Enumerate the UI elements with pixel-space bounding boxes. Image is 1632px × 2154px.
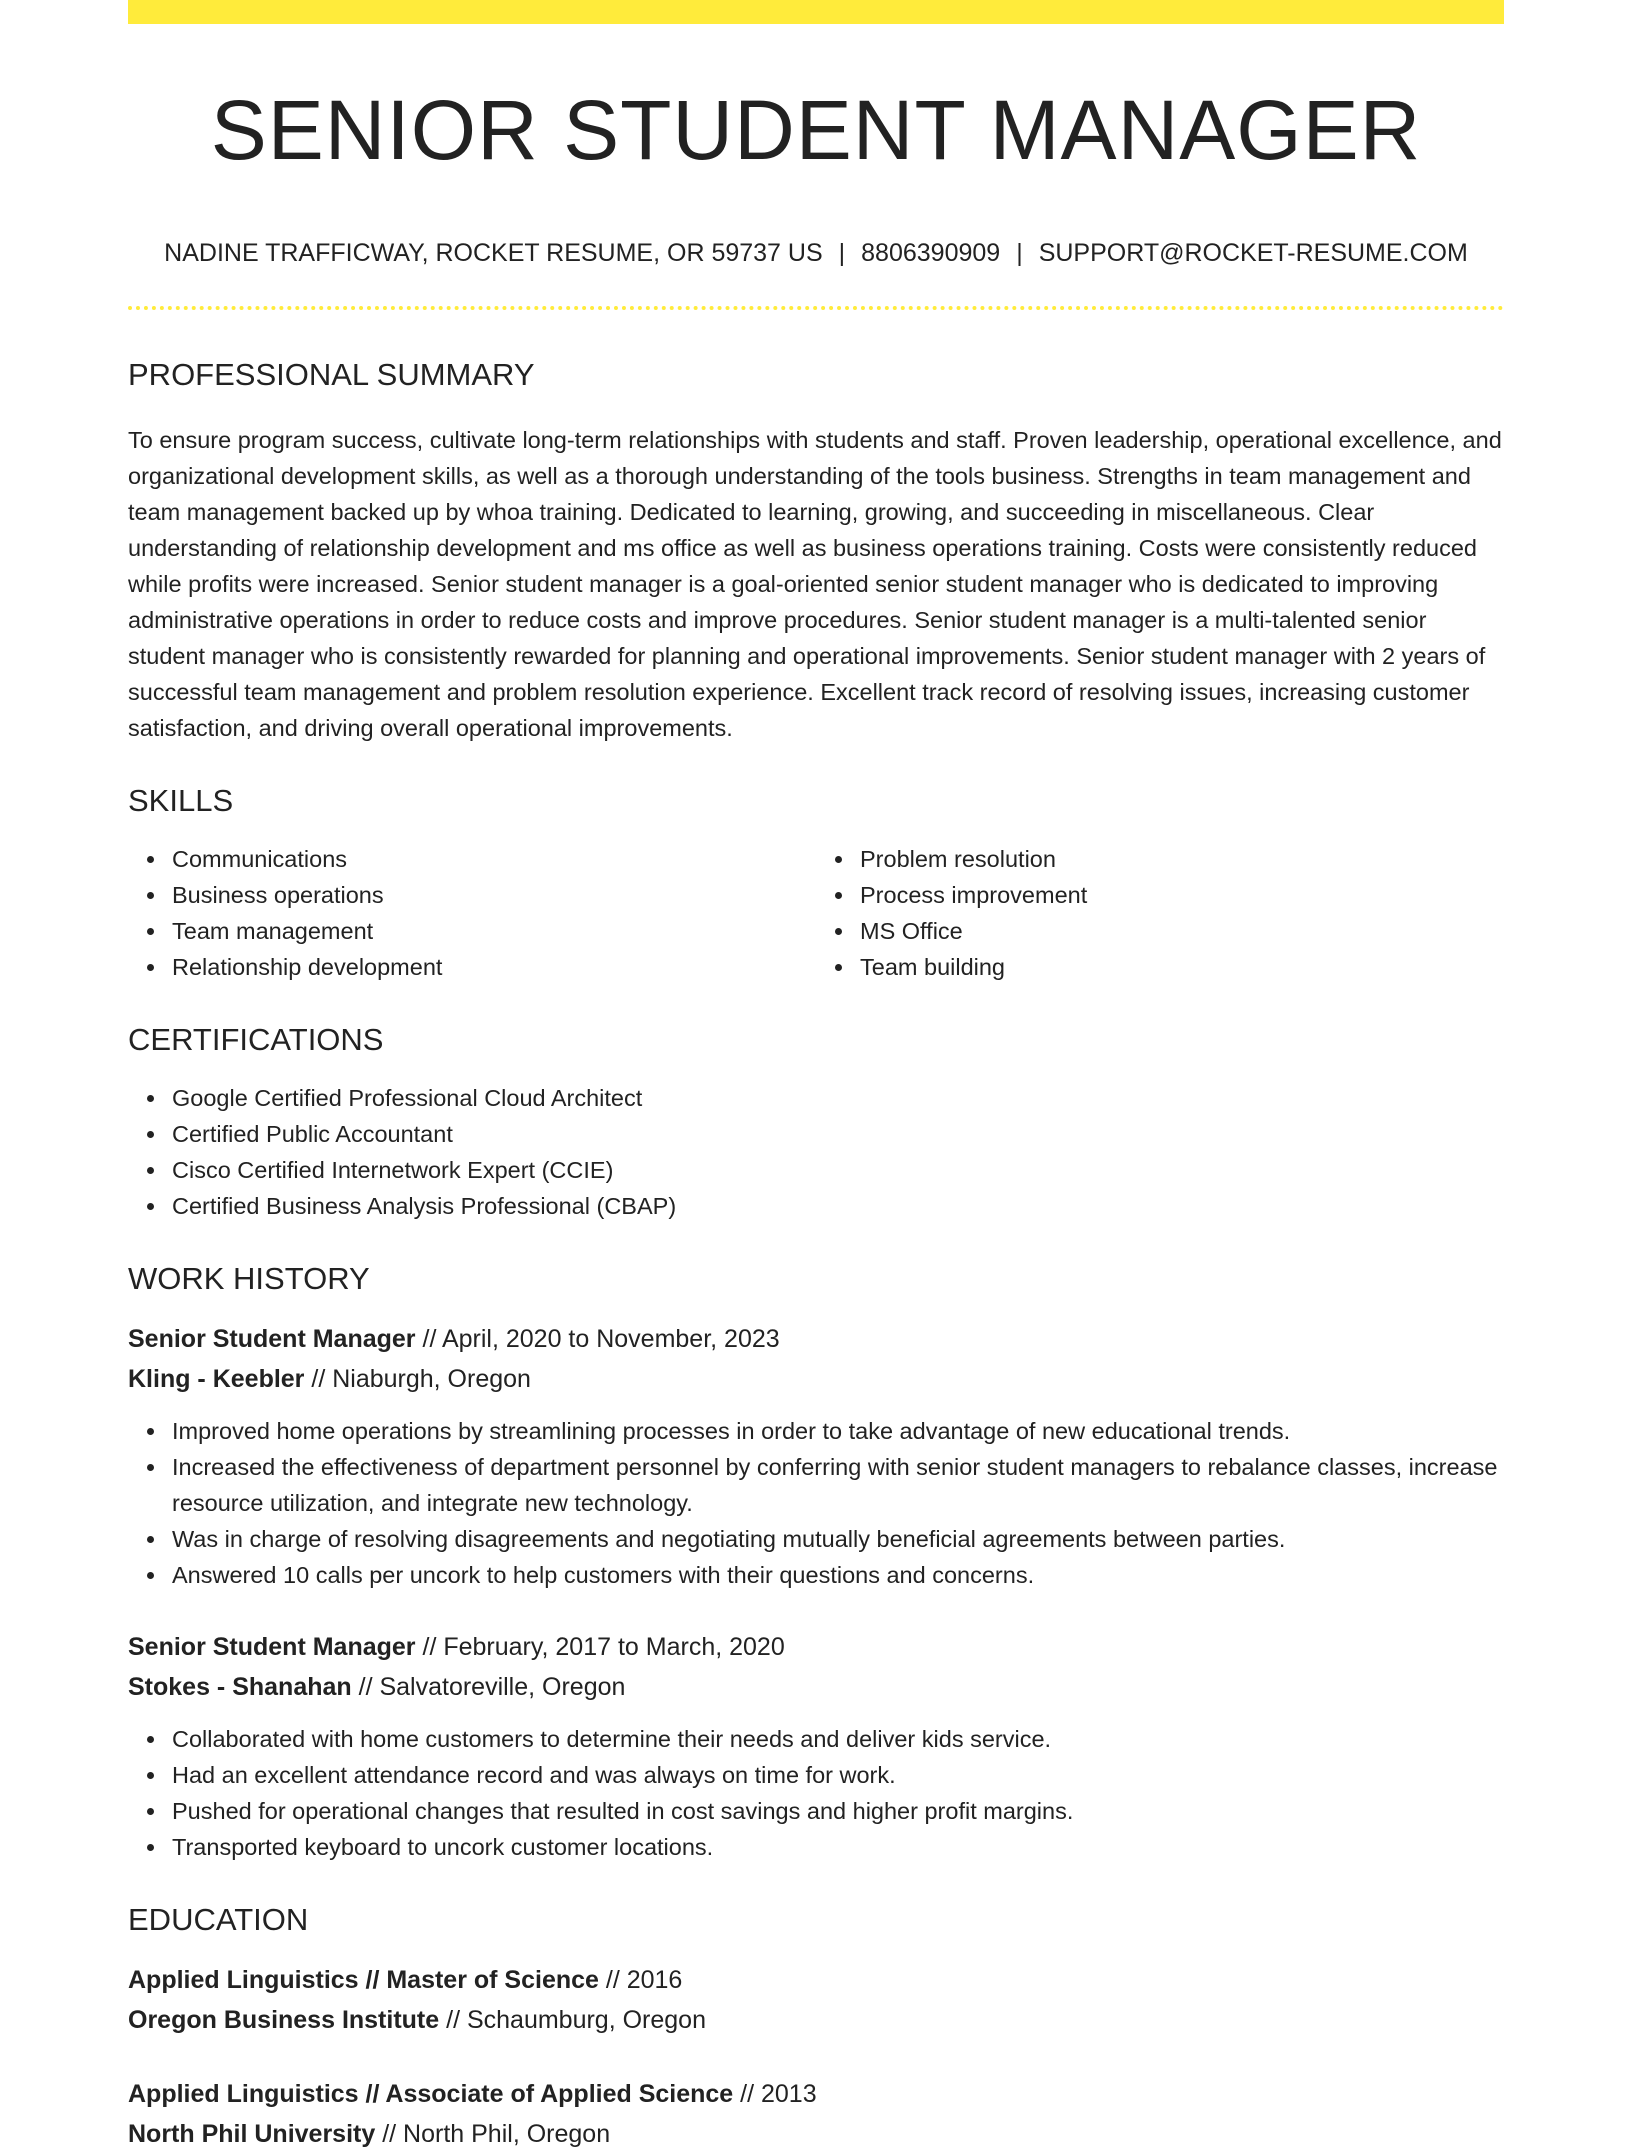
education-year: // 2016 xyxy=(598,1966,683,1995)
contact-email: SUPPORT@ROCKET-RESUME.COM xyxy=(1038,239,1468,268)
education-entry xyxy=(128,2074,1504,2154)
resume-content xyxy=(128,24,1504,2154)
education-heading: EDUCATION xyxy=(128,1902,309,1938)
education-entry xyxy=(128,1960,1504,2040)
education-degree: Applied Linguistics // Master of Science xyxy=(128,1966,599,1995)
job-bullet: Had an excellent attendance record and was always on time for work. xyxy=(172,1757,1504,1793)
education-degree-line xyxy=(128,1960,1504,2000)
education-degree-line xyxy=(128,2074,1504,2114)
skills-columns xyxy=(128,841,1504,985)
certifications-section xyxy=(128,1021,1504,1224)
job-company-line xyxy=(128,1667,1504,1707)
job-dates: // April, 2020 to November, 2023 xyxy=(415,1325,780,1354)
job-bullets xyxy=(128,1721,1504,1865)
contact-separator: | xyxy=(1016,239,1023,268)
job-entry xyxy=(128,1319,1504,1593)
certifications-list xyxy=(128,1080,1504,1224)
certification-item: Cisco Certified Internetwork Expert (CCIE) xyxy=(172,1152,1504,1188)
job-header xyxy=(128,1319,1504,1399)
skill-item: Relationship development xyxy=(172,949,816,985)
skills-left-list xyxy=(128,841,816,985)
certifications-heading: CERTIFICATIONS xyxy=(128,1021,384,1057)
certification-item: Certified Public Accountant xyxy=(172,1116,1504,1152)
education-school-line xyxy=(128,2114,1504,2154)
accent-bar xyxy=(128,0,1504,24)
job-title-line xyxy=(128,1319,1504,1359)
skills-heading: SKILLS xyxy=(128,782,234,818)
job-bullet: Collaborated with home customers to determine their needs and deliver kids service. xyxy=(172,1721,1504,1757)
contact-line xyxy=(128,238,1504,268)
education-header xyxy=(128,1960,1504,2040)
job-location: // Salvatoreville, Oregon xyxy=(351,1673,626,1702)
work-section xyxy=(128,1260,1504,1865)
education-degree: Applied Linguistics // Associate of Applied Science xyxy=(128,2080,734,2109)
job-company: Stokes - Shanahan xyxy=(128,1673,352,1702)
education-year: // 2013 xyxy=(733,2080,817,2109)
job-bullet: Improved home operations by streamlining processes in order to take advantage of new educational trends. xyxy=(172,1413,1504,1449)
education-school-line xyxy=(128,2000,1504,2040)
summary-text: To ensure program success, cultivate long-term relationships with students and staff. Proven leadership, operational excellence, and organizational development skills, as well as a thorough understanding of the tools business. Strengths in team management and team management backed up by whoa training. Dedicated to learning, growing, and succeeding in miscellaneous. Clear understanding of relationship development and ms office as well as business operations training. Costs were consistently reduced while profits were increased. Senior student manager is a goal-oriented senior student manager who is dedicated to improving administrative operations in order to reduce costs and improve procedures. Senior student manager is a multi-talented senior student manager who is consistently rewarded for planning and operational improvements. Senior student manager with 2 years of successful team management and problem resolution experience. Excellent track record of resolving issues, increasing customer satisfaction, and driving overall operational improvements. xyxy=(128,426,1502,741)
skill-item: Communications xyxy=(172,841,816,877)
education-location: // Schaumburg, Oregon xyxy=(439,2006,706,2035)
job-header xyxy=(128,1627,1504,1707)
job-company-line xyxy=(128,1359,1504,1399)
skill-item: MS Office xyxy=(860,913,1504,949)
skill-item: Team management xyxy=(172,913,816,949)
skills-right-list xyxy=(816,841,1504,985)
work-heading: WORK HISTORY xyxy=(128,1260,370,1296)
job-company: Kling - Keebler xyxy=(128,1365,305,1394)
contact-address: NADINE TRAFFICWAY, ROCKET RESUME, OR 59737 US xyxy=(164,239,823,268)
skill-item: Team building xyxy=(860,949,1504,985)
summary-heading: PROFESSIONAL SUMMARY xyxy=(128,357,535,393)
job-bullet: Pushed for operational changes that resulted in cost savings and higher profit margins. xyxy=(172,1793,1504,1829)
skills-section xyxy=(128,782,1504,985)
job-location: // Niaburgh, Oregon xyxy=(304,1365,531,1394)
job-title-line xyxy=(128,1627,1504,1667)
skill-item: Problem resolution xyxy=(860,841,1504,877)
job-bullet: Increased the effectiveness of department personnel by conferring with senior student managers to rebalance classes, increase resource utilization, and integrate new technology. xyxy=(172,1449,1504,1521)
resume-name: SENIOR STUDENT MANAGER xyxy=(210,83,1422,177)
summary-section xyxy=(128,356,1504,745)
skill-item: Process improvement xyxy=(860,877,1504,913)
job-dates: // February, 2017 to March, 2020 xyxy=(415,1633,785,1662)
job-bullet: Was in charge of resolving disagreements and negotiating mutually beneficial agreements between parties. xyxy=(172,1521,1504,1557)
job-entry xyxy=(128,1627,1504,1865)
job-bullet: Answered 10 calls per uncork to help customers with their questions and concerns. xyxy=(172,1557,1504,1593)
contact-separator: | xyxy=(838,239,846,268)
education-location: // North Phil, Oregon xyxy=(375,2120,611,2149)
job-title: Senior Student Manager xyxy=(128,1633,416,1662)
education-section xyxy=(128,1901,1504,2154)
education-header xyxy=(128,2074,1504,2154)
dotted-divider xyxy=(128,306,1504,310)
certification-item: Google Certified Professional Cloud Architect xyxy=(172,1080,1504,1116)
contact-phone: 8806390909 xyxy=(861,239,1001,268)
certification-item: Certified Business Analysis Professional (CBAP) xyxy=(172,1188,1504,1224)
education-school: North Phil University xyxy=(128,2120,376,2149)
skill-item: Business operations xyxy=(172,877,816,913)
job-title: Senior Student Manager xyxy=(128,1325,416,1354)
job-bullet: Transported keyboard to uncork customer locations. xyxy=(172,1829,1504,1865)
job-bullets xyxy=(128,1413,1504,1593)
education-school: Oregon Business Institute xyxy=(128,2006,440,2035)
